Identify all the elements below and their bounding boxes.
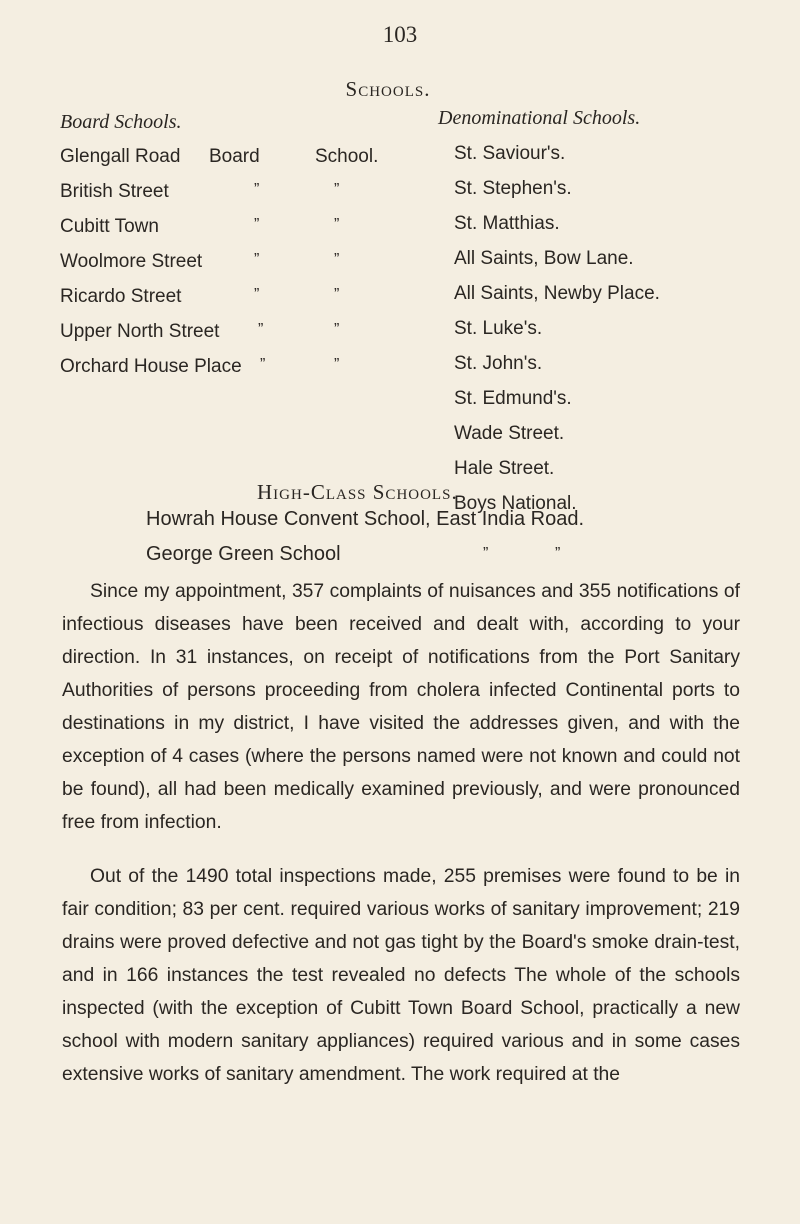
- denominational-school: St. John's.: [454, 353, 543, 374]
- ditto-mark: ”: [254, 286, 260, 303]
- denominational-school: All Saints, Bow Lane.: [454, 248, 634, 269]
- board-schools-heading: Board Schools.: [60, 111, 182, 133]
- board-school-name: Glengall Road: [60, 146, 181, 167]
- ditto-mark: ”: [254, 181, 260, 198]
- board-school-name: Upper North Street: [60, 321, 220, 342]
- denominational-school: St. Edmund's.: [454, 388, 572, 409]
- ditto-mark: ”: [258, 321, 264, 338]
- denominational-school: Wade Street.: [454, 423, 565, 444]
- denominational-school: All Saints, Newby Place.: [454, 283, 660, 304]
- board-label: Board: [209, 146, 260, 167]
- ditto-mark: ”: [334, 286, 340, 303]
- ditto-mark: ”: [334, 356, 340, 373]
- schools-heading: Schools.: [345, 77, 431, 101]
- ditto-mark: ”: [334, 181, 340, 198]
- board-school-name: Cubitt Town: [60, 216, 159, 237]
- ditto-mark: ”: [555, 545, 561, 562]
- denominational-school: Boys National.: [454, 493, 577, 514]
- page-number: 103: [382, 22, 418, 47]
- board-school-name: Woolmore Street: [60, 251, 203, 272]
- denominational-school: St. Matthias.: [454, 213, 560, 234]
- board-school-name: British Street: [60, 181, 169, 202]
- denominational-school: Hale Street.: [454, 458, 555, 479]
- denominational-schools-heading: Denominational Schools.: [438, 107, 641, 129]
- ditto-mark: ”: [334, 216, 340, 233]
- denominational-school: St. Saviour's.: [454, 143, 566, 164]
- ditto-mark: ”: [260, 356, 266, 373]
- board-school-row: [60, 146, 180, 168]
- denominational-school: St. Luke's.: [454, 318, 543, 339]
- board-school-name: Ricardo Street: [60, 286, 182, 307]
- body-paragraph: Since my appointment, 357 complaints of nuisances and 355 notifications of infectious diseases have been received and dealt with, according to your direction. In 31 instances, on receipt of notifications from the Port Sanitary Authorities of persons proceeding from cholera infected Continental ports to destinations in my district, I have visited the addresses given, and with the exception of 4 cases (where the persons named were not known and could not be found), all had been medically examined previously, and were pronounced free from infection.: [62, 581, 740, 833]
- high-class-school: Howrah House Convent School, East India Road.: [146, 508, 585, 530]
- ditto-mark: ”: [334, 321, 340, 338]
- high-class-schools-heading: High-Class Schools.: [257, 480, 458, 504]
- school-label: School.: [315, 146, 379, 167]
- high-class-school: George Green School: [146, 543, 341, 565]
- board-school-name: Orchard House Place: [60, 356, 242, 377]
- ditto-mark: ”: [254, 216, 260, 233]
- ditto-mark: ”: [483, 545, 489, 562]
- denominational-school: St. Stephen's.: [454, 178, 572, 199]
- ditto-mark: ”: [254, 251, 260, 268]
- body-paragraph: Out of the 1490 total inspections made, 255 premises were found to be in fair condition; 83 per cent. required various works of sanitary improvement; 219 drains were proved defective and not gas tight by the Board's smoke drain-test, and in 166 instances the test revealed no defects The whole of the schools inspected (with the exception of Cubitt Town Board School, practically a new school with modern sanitary appliances) required various and in some cases extensive works of sanitary amendment. The work required at the: [62, 866, 740, 1085]
- ditto-mark: ”: [334, 251, 340, 268]
